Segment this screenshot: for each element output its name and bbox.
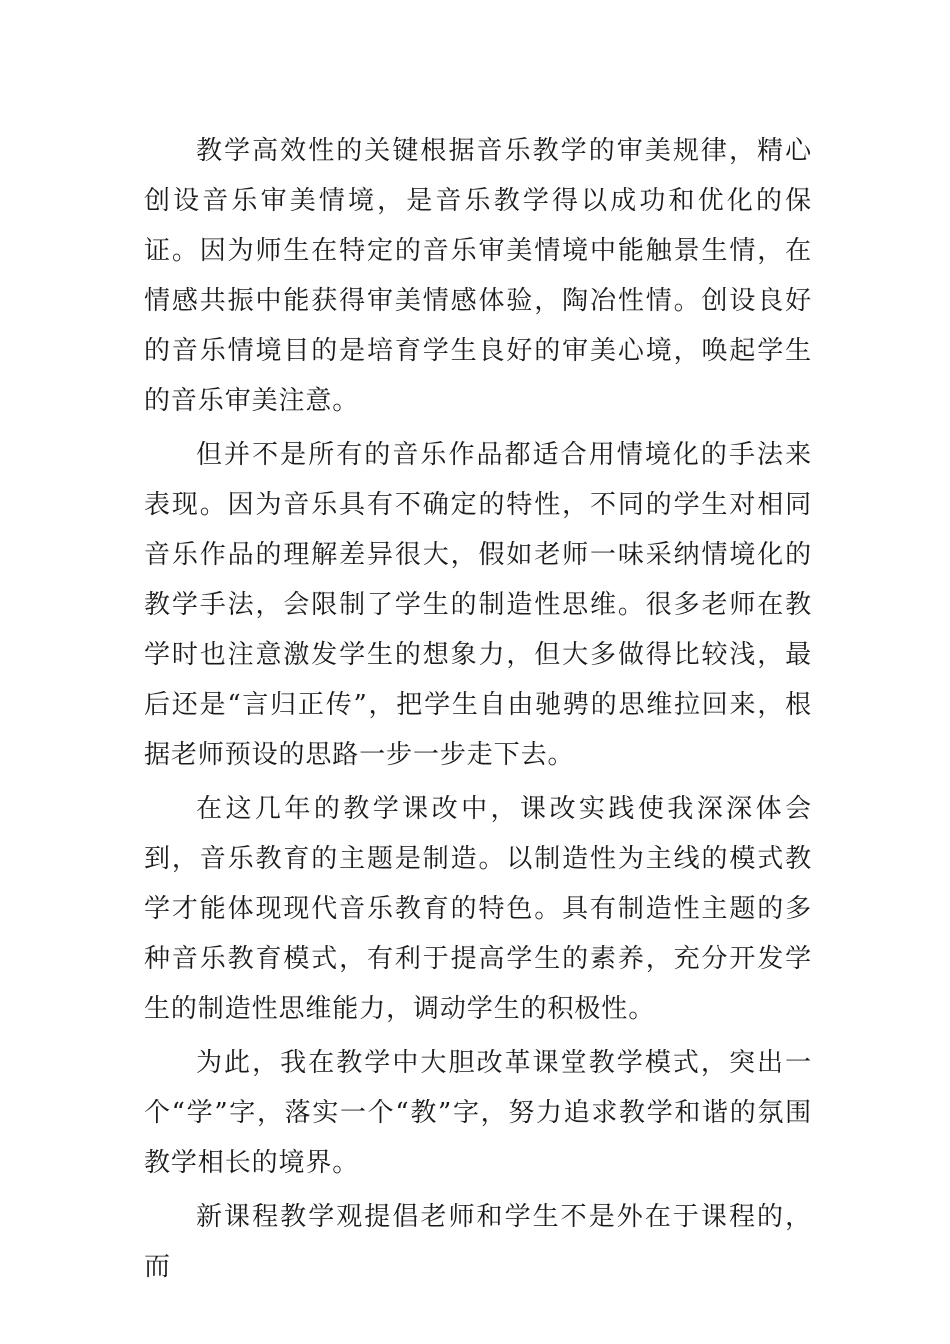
- paragraph-3: 在这几年的教学课改中，课改实践使我深深体会到，音乐教育的主题是制造。以制造性为主线的模式教学才能体现现代音乐教育的特色。具有制造性主题的多种音乐教育模式，有利于提高学生的素养，充分开发学生的制造性思维能力，调动学生的积极性。: [144, 794, 812, 1024]
- paragraph-4: 为此，我在教学中大胆改革课堂教学模式，突出一个“学”字，落实一个“教”字，努力追求教学和谐的氛围教学相长的境界。: [144, 1048, 812, 1178]
- paragraph-1: 教学高效性的关键根据音乐教学的审美规律，精心创设音乐审美情境，是音乐教学得以成功和优化的保证。因为师生在特定的音乐审美情境中能触景生情，在情感共振中能获得审美情感体验，陶冶性情。创设良好的音乐情境目的是培育学生良好的审美心境，唤起学生的音乐审美注意。: [144, 136, 812, 416]
- document-body: [144, 126, 812, 1292]
- paragraph-5: 新课程教学观提倡老师和学生不是外在于课程的，而: [144, 1202, 812, 1282]
- paragraph-2: 但并不是所有的音乐作品都适合用情境化的手法来表现。因为音乐具有不确定的特性，不同的学生对相同音乐作品的理解差异很大，假如老师一味采纳情境化的教学手法，会限制了学生的制造性思维。很多老师在教学时也注意激发学生的想象力，但大多做得比较浅，最后还是“言归正传”，把学生自由驰骋的思维拉回来，根据老师预设的思路一步一步走下去。: [144, 440, 812, 770]
